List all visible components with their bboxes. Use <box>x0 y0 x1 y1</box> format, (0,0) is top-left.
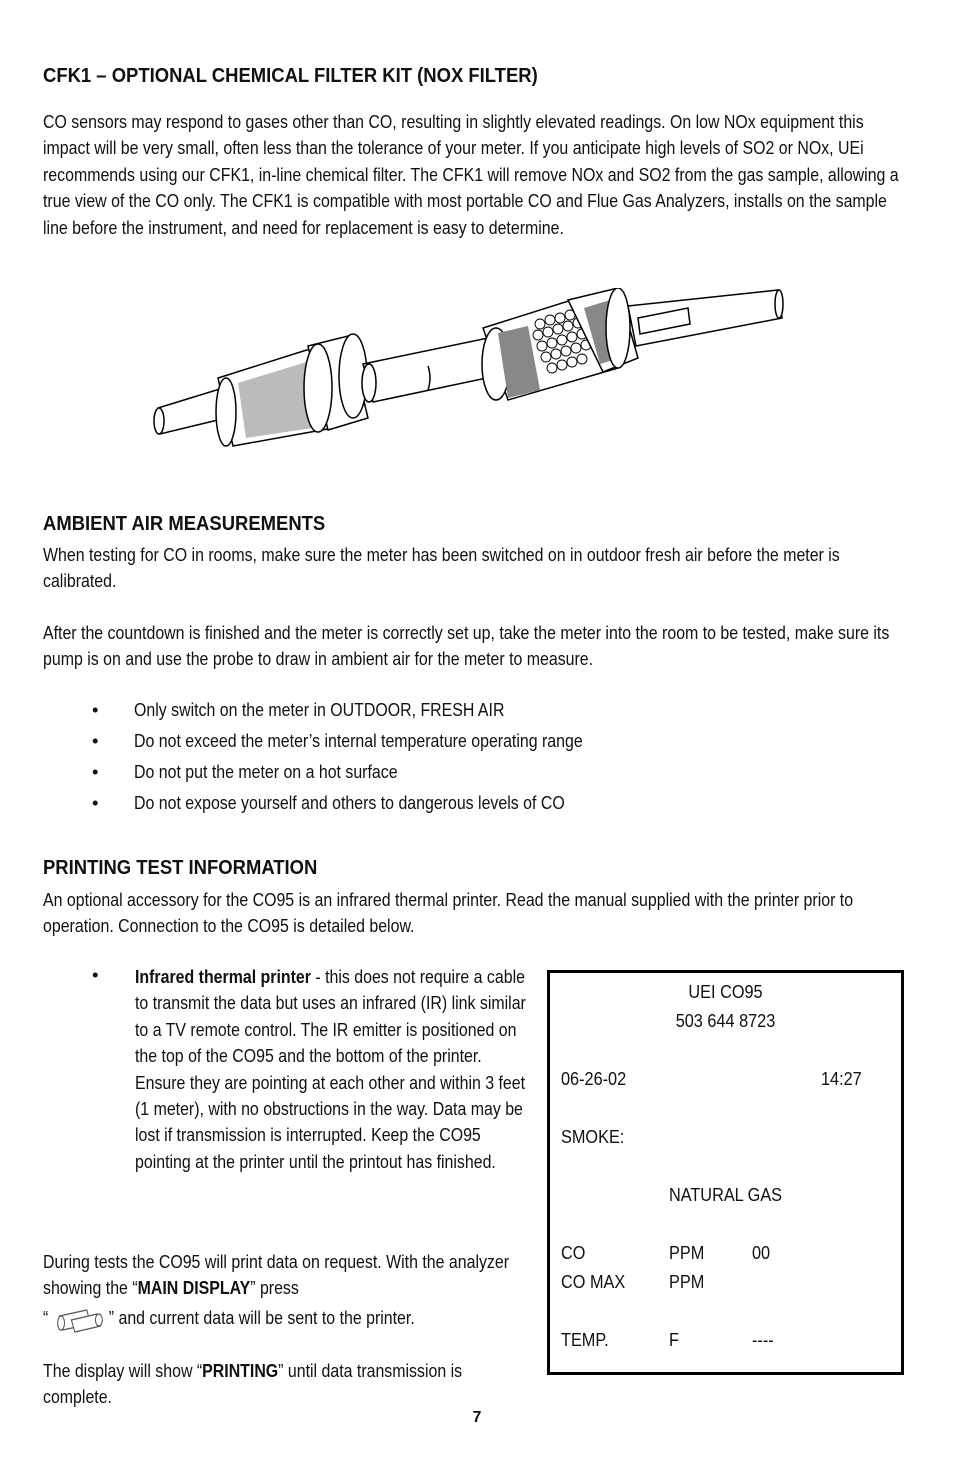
printout-comax-unit: PPM <box>669 1271 705 1292</box>
printout-co-value: 00 <box>752 1242 771 1263</box>
tests-paragraph: During tests the CO95 will print data on request. With the analyzer showing the “MAIN DISPLAY” press <box>43 1251 510 1299</box>
printout-temp-unit: F <box>669 1329 679 1350</box>
ambient-bullet-list <box>92 697 792 821</box>
list-item: • Only switch on the meter in OUTDOOR, FRESH AIR <box>92 699 505 720</box>
printout-title: UEI CO95 <box>688 981 763 1002</box>
cfk1-description: CO sensors may respond to gases other than CO, resulting in slightly elevated readings. On low NOx equipment this impact will be very small, often less than the tolerance of your meter. If you anticipate high levels of SO2 or NOx, UEi recommends using our CFK1, in-line chemical filter. The CFK1 will remove NOx and SO2 from the gas sample, allowing a true view of the CO only. The CFK1 is compatible with most portable CO and Flue Gas Analyzers, installs on the sample line before the instrument, and need for replacement is easy to determine. <box>43 111 899 238</box>
printout-time: 14:27 <box>821 1068 862 1089</box>
list-item: • Do not expose yourself and others to dangerous levels of CO <box>92 792 565 813</box>
ambient-para-2: After the countdown is finished and the meter is correctly set up, take the meter into the room to be tested, make sure its pump is on and use the probe to draw in ambient air for the meter to measure. <box>43 622 890 670</box>
display-paragraph: The display will show “PRINTING” until data transmission is complete. <box>43 1360 463 1408</box>
sample-printout <box>547 970 904 1375</box>
printout-smoke: SMOKE: <box>561 1126 625 1147</box>
list-item: • Do not exceed the meter’s internal temperature operating range <box>92 730 583 751</box>
printer-bullet-text: Infrared thermal printer - this does not require a cable to transmit the data but uses an infrared (IR) link similar to a TV remote control. The IR emitter is positioned on the top of the CO95 and the bottom of the printer. Ensure they are pointing at each other and within 3 feet (1 meter), with no obstructions in the way. Data may be lost if transmission is interrupted. Keep the CO95 pointing at the printer until the printout has finished. <box>135 966 526 1172</box>
printout-co-unit: PPM <box>669 1242 705 1263</box>
list-item: • Do not put the meter on a hot surface <box>92 761 398 782</box>
section-heading-ambient: AMBIENT AIR MEASUREMENTS <box>43 512 326 535</box>
page-number: 7 <box>472 1409 482 1426</box>
bullet-dot: • <box>92 964 99 985</box>
ambient-para-1: When testing for CO in rooms, make sure the meter has been switched on in outdoor fresh air before the meter is calibrated. <box>43 544 840 592</box>
printout-phone: 503 644 8723 <box>675 1010 776 1031</box>
printout-temp-value: ---- <box>752 1329 774 1350</box>
section-heading-printing: PRINTING TEST INFORMATION <box>43 856 318 879</box>
printout-date: 06-26-02 <box>561 1068 627 1089</box>
printer-icon <box>53 1304 105 1334</box>
printout-comax-label: CO MAX <box>561 1271 626 1292</box>
filter-kit-illustration <box>148 288 788 450</box>
section-heading-cfk1: CFK1 – OPTIONAL CHEMICAL FILTER KIT (NOX FILTER) <box>43 64 538 87</box>
tests-print-line: “ ” and current data will be sent to the printer. <box>43 1304 415 1334</box>
printout-temp-label: TEMP. <box>561 1329 609 1350</box>
printing-intro: An optional accessory for the CO95 is an infrared thermal printer. Read the manual supplied with the printer prior to operation. Connection to the CO95 is detailed below. <box>43 889 854 937</box>
printout-co-label: CO <box>561 1242 586 1263</box>
printout-fuel: NATURAL GAS <box>668 1184 783 1205</box>
